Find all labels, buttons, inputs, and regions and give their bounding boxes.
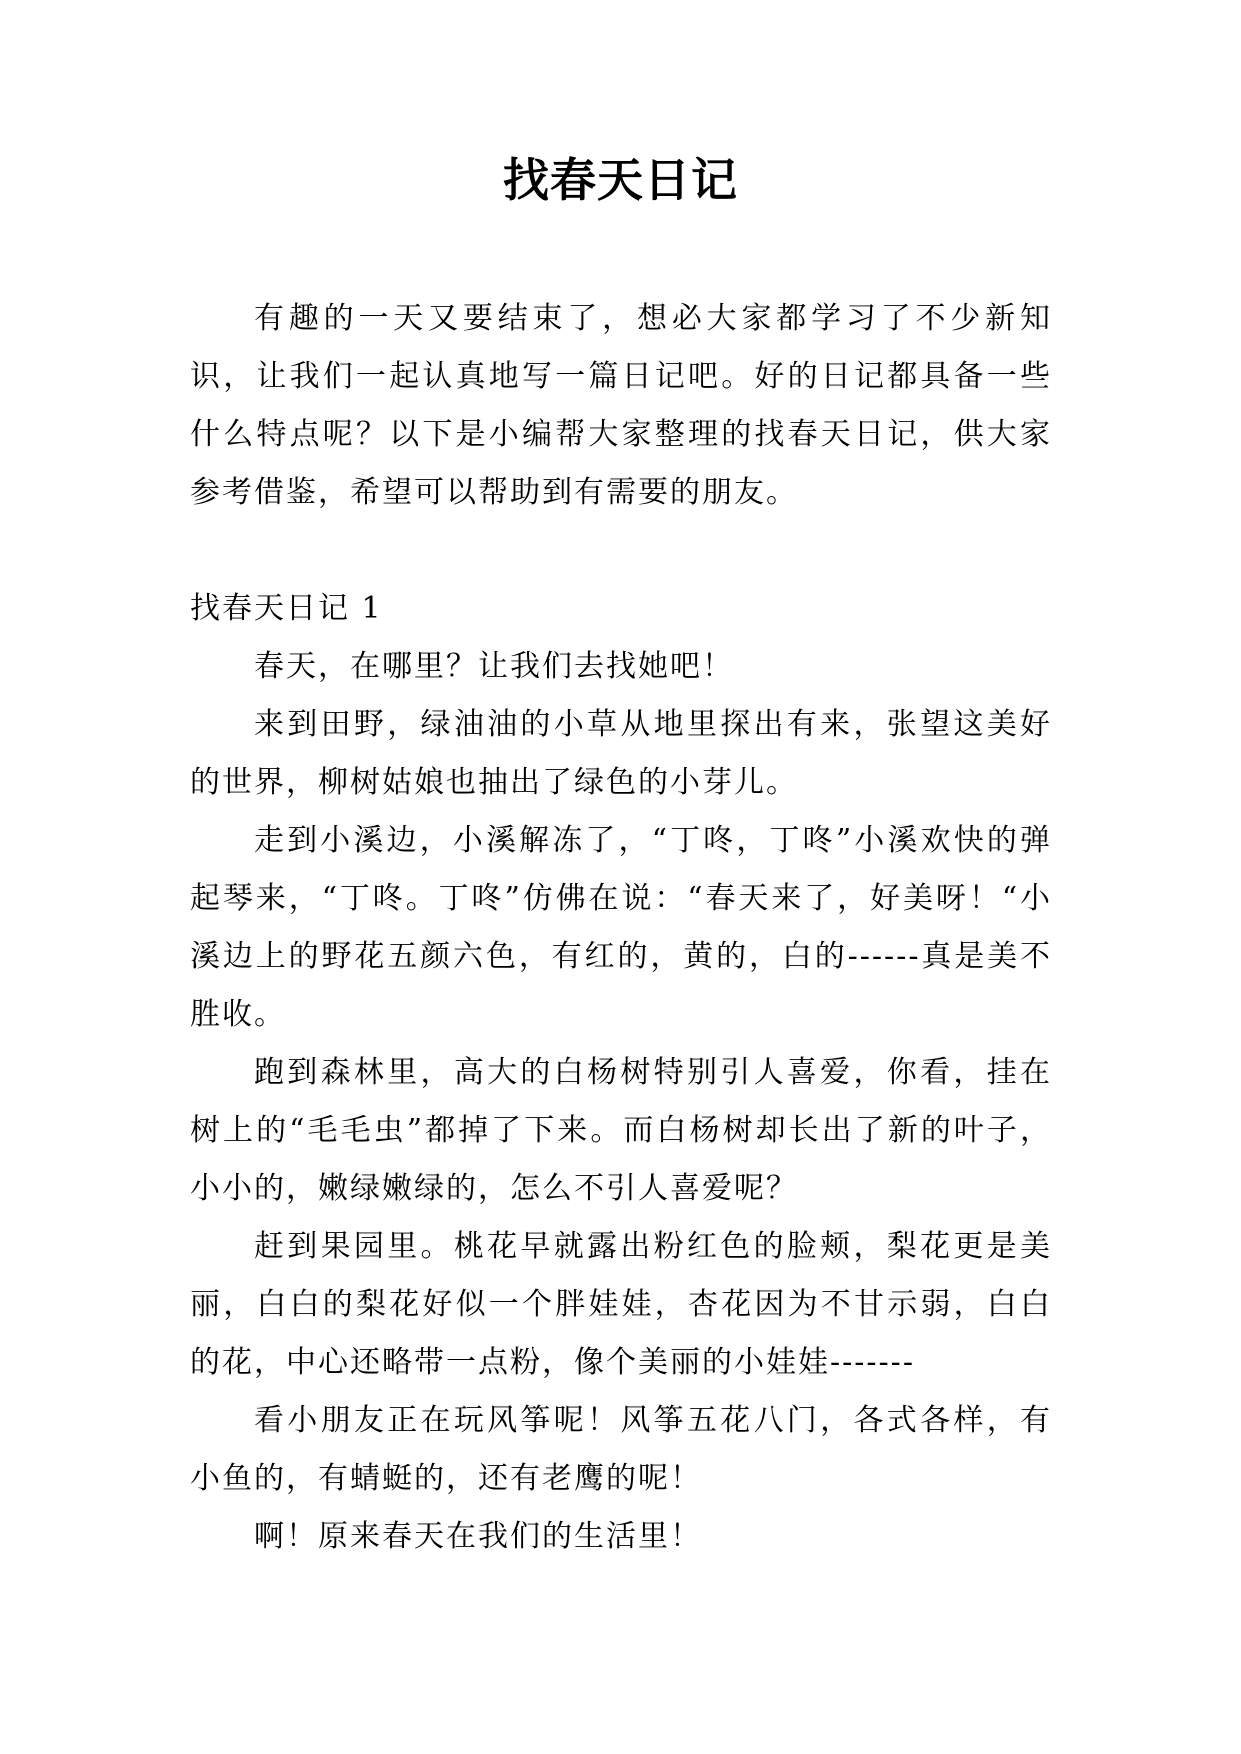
intro-paragraph: 有趣的一天又要结束了，想必大家都学习了不少新知识，让我们一起认真地写一篇日记吧。好的日记都具备一些什么特点呢？以下是小编帮大家整理的找春天日记，供大家参考借鉴，希望可以帮助到有需要的朋友。 bbox=[190, 301, 1052, 510]
body-paragraph: 看小朋友正在玩风筝呢！风筝五花八门，各式各样，有小鱼的，有蜻蜓的，还有老鹰的呢！ bbox=[190, 1403, 1052, 1496]
document-title: 找春天日记 bbox=[503, 153, 738, 207]
body-paragraph: 春天，在哪里？让我们去找她吧！ bbox=[254, 649, 734, 684]
body-paragraph: 啊！原来春天在我们的生活里！ bbox=[254, 1519, 702, 1554]
section-heading: 找春天日记 1 bbox=[190, 591, 383, 626]
body-paragraph: 跑到森林里，高大的白杨树特别引人喜爱，你看，挂在树上的“毛毛虫”都掉了下来。而白杨树却长出了新的叶子，小小的，嫩绿嫩绿的，怎么不引人喜爱呢？ bbox=[190, 1055, 1052, 1206]
diary-body bbox=[190, 638, 1052, 1566]
body-paragraph: 来到田野，绿油油的小草从地里探出有来，张望这美好的世界，柳树姑娘也抽出了绿色的小芽儿。 bbox=[190, 707, 1052, 800]
body-paragraph: 赶到果园里。桃花早就露出粉红色的脸颊，梨花更是美丽，白白的梨花好似一个胖娃娃，杏花因为不甘示弱，白白的花，中心还略带一点粉，像个美丽的小娃娃------- bbox=[190, 1229, 1052, 1380]
intro-section bbox=[190, 290, 1052, 522]
body-paragraph: 走到小溪边，小溪解冻了，“丁咚，丁咚”小溪欢快的弹起琴来，“丁咚。丁咚”仿佛在说：“春天来了，好美呀！“小溪边上的野花五颜六色，有红的，黄的，白的------真是美不胜收。 bbox=[190, 823, 1052, 1032]
